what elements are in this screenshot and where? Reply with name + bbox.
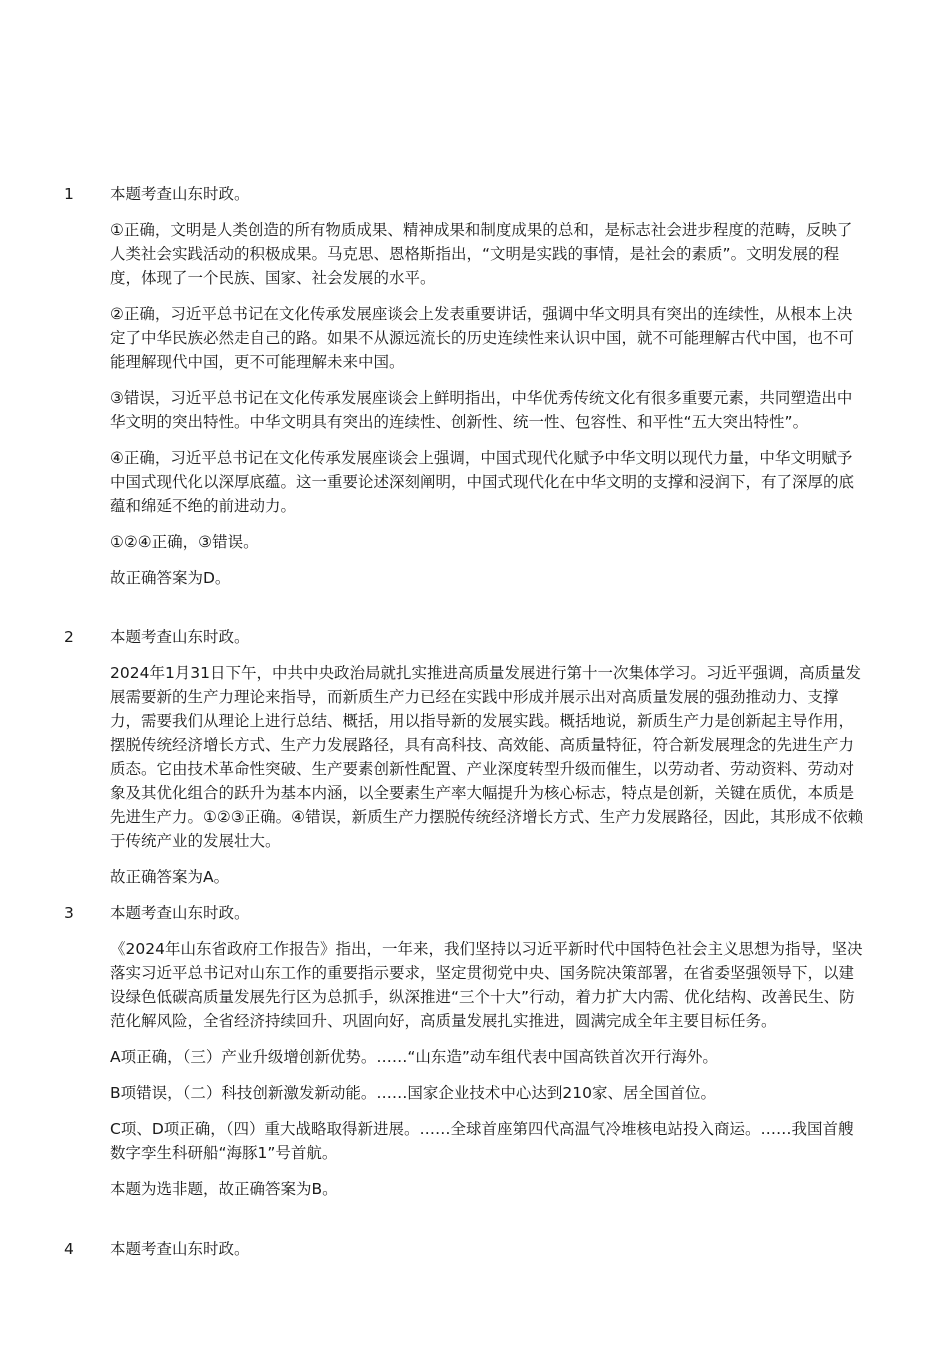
paragraph: ③错误，习近平总书记在文化传承发展座谈会上鲜明指出，中华优秀传统文化有很多重要元素，共同塑造出中华文明的突出特性。中华文明具有突出的连续性、创新性、统一性、包容性、和平性“五大突出特性”。: [110, 389, 853, 431]
question-number: 3: [64, 904, 74, 922]
question-item-3: [64, 901, 864, 1213]
question-item-1: [64, 182, 864, 602]
paragraph: ①正确，文明是人类创造的所有物质成果、精神成果和制度成果的总和，是标志社会进步程度的范畴，反映了人类社会实践活动的积极成果。马克思、恩格斯指出，“文明是实践的事情，是社会的素质”。文明发展的程度，体现了一个民族、国家、社会发展的水平。: [110, 221, 853, 287]
paragraph: B项错误，（二）科技创新激发新动能。……国家企业技术中心达到210家、居全国首位。: [110, 1084, 716, 1102]
answer-line: 故正确答案为D。: [110, 569, 231, 587]
answer-line: 故正确答案为A。: [110, 868, 230, 886]
question-topic: 本题考查山东时政。: [110, 1240, 250, 1258]
question-topic: 本题考查山东时政。: [110, 628, 250, 646]
paragraph: ②正确，习近平总书记在文化传承发展座谈会上发表重要讲话，强调中华文明具有突出的连续性，从根本上决定了中华民族必然走自己的路。如果不从源远流长的历史连续性来认识中国，就不可能理解古代中国，也不可能理解现代中国，更不可能理解未来中国。: [110, 305, 855, 371]
paragraph: ④正确，习近平总书记在文化传承发展座谈会上强调，中国式现代化赋予中华文明以现代力量，中华文明赋予中国式现代化以深厚底蕴。这一重要论述深刻阐明，中国式现代化在中华文明的支撑和浸润下，有了深厚的底蕴和绵延不绝的前进动力。: [110, 449, 855, 515]
paragraph: 《2024年山东省政府工作报告》指出，一年来，我们坚持以习近平新时代中国特色社会主义思想为指导，坚决落实习近平总书记对山东工作的重要指示要求，坚定贯彻党中央、国务院决策部署，在省委坚强领导下，以建设绿色低碳高质量发展先行区为总抓手，纵深推进“三个十大”行动，着力扩大内需、优化结构、改善民生、防范化解风险，全省经济持续回升、巩固向好，高质量发展扎实推进，圆满完成全年主要目标任务。: [110, 940, 863, 1030]
paragraph: 2024年1月31日下午，中共中央政治局就扎实推进高质量发展进行第十一次集体学习。习近平强调，高质量发展需要新的生产力理论来指导，而新质生产力已经在实践中形成并展示出对高质量发展的强劲推动力、支撑力，需要我们从理论上进行总结、概括，用以指导新的发展实践。概括地说，新质生产力是创新起主导作用，摆脱传统经济增长方式、生产力发展路径，具有高科技、高效能、高质量特征，符合新发展理念的先进生产力质态。它由技术革命性突破、生产要素创新性配置、产业深度转型升级而催生，以劳动者、劳动资料、劳动对象及其优化组合的跃升为基本内涵，以全要素生产率大幅提升为核心标志，特点是创新，关键在质优，本质是先进生产力。①②③正确。④错误，新质生产力摆脱传统经济增长方式、生产力发展路径，因此，其形成不依赖于传统产业的发展壮大。: [110, 664, 864, 850]
question-number: 2: [64, 628, 74, 646]
question-topic: 本题考查山东时政。: [110, 185, 250, 203]
question-number: 1: [64, 185, 74, 203]
paragraph: ①②④正确，③错误。: [110, 533, 259, 551]
question-number: 4: [64, 1240, 74, 1258]
paragraph: A项正确，（三）产业升级增创新优势。……“山东造”动车组代表中国高铁首次开行海外。: [110, 1048, 718, 1066]
question-item-4: [64, 1237, 864, 1273]
paragraph: C项、D项正确，（四）重大战略取得新进展。……全球首座第四代高温气冷堆核电站投入商运。……我国首艘数字孪生科研船“海豚1”号首航。: [110, 1120, 854, 1162]
question-item-2: [64, 625, 864, 901]
question-topic: 本题考查山东时政。: [110, 904, 250, 922]
answer-line: 本题为选非题，故正确答案为B。: [110, 1180, 338, 1198]
